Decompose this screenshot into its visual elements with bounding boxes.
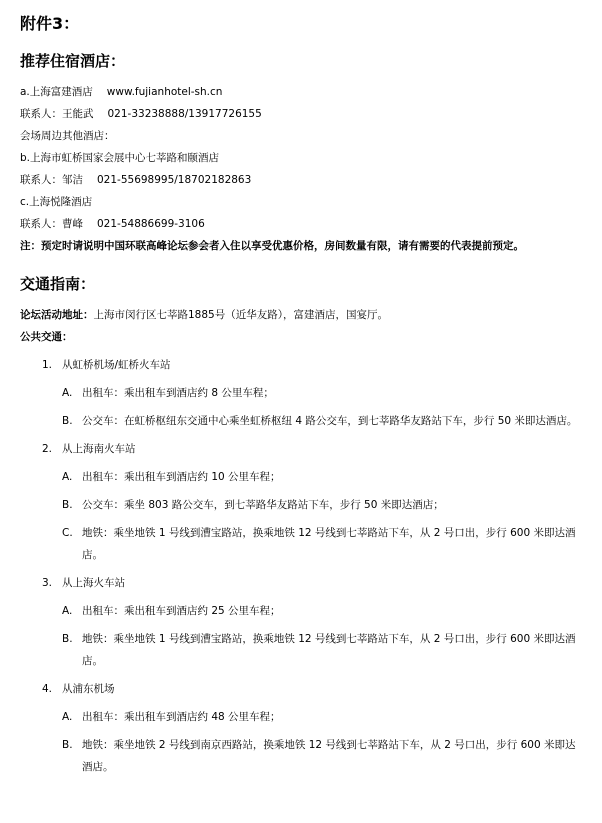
option-letter: B. <box>62 415 73 427</box>
route-option <box>20 382 582 404</box>
route-option <box>20 494 582 516</box>
route-origin: 从虹桥机场/虹桥火车站 <box>62 359 171 371</box>
option-text: 地铁：乘坐地铁 1 号线到漕宝路站，换乘地铁 12 号线到七莘路站下车，从 2 号口出，步行 600 米即达酒店。 <box>82 527 576 561</box>
option-text: 地铁：乘坐地铁 1 号线到漕宝路站，换乘地铁 12 号线到七莘路站下车，从 2 号口出，步行 600 米即达酒店。 <box>82 633 576 667</box>
option-text: 出租车：乘出租车到酒店约 25 公里车程； <box>82 605 281 617</box>
route-option <box>20 734 582 778</box>
option-letter: B. <box>62 739 73 751</box>
contact-phone: 021-55698995/18702182863 <box>97 174 252 186</box>
other-hotels-label: 会场周边其他酒店： <box>20 130 115 142</box>
route-option <box>20 410 582 432</box>
route-option <box>20 600 582 622</box>
route-number: 4. <box>42 683 53 695</box>
hotel-line-c <box>20 191 582 213</box>
transit-route-3 <box>20 572 582 672</box>
contact-line <box>20 169 582 191</box>
option-letter: A. <box>62 711 73 723</box>
public-transit-label: 公共交通： <box>20 331 73 343</box>
transit-route-2 <box>20 438 582 566</box>
option-letter: B. <box>62 633 73 645</box>
venue-address: 上海市闵行区七莘路1885号（近华友路），富建酒店，国宴厅。 <box>93 309 388 321</box>
option-letter: A. <box>62 471 73 483</box>
route-origin: 从浦东机场 <box>62 683 115 695</box>
route-option <box>20 706 582 728</box>
route-number: 1. <box>42 359 53 371</box>
route-option <box>20 466 582 488</box>
contact-name: 联系人：曹峰 <box>20 218 83 230</box>
booking-note: 注：预定时请说明中国环联高峰论坛参会者入住以享受优惠价格，房间数量有限，请有需要的代表提前预定。 <box>20 240 524 252</box>
contact-name: 联系人：王能武 <box>20 108 94 120</box>
transit-route-1 <box>20 354 582 432</box>
route-number: 2. <box>42 443 53 455</box>
route-option <box>20 522 582 566</box>
option-text: 公交车：在虹桥枢纽东交通中心乘坐虹桥枢纽 4 路公交车，到七莘路华友路站下车，步行 50 米即达酒店。 <box>82 415 578 427</box>
hotel-url: www.fujianhotel-sh.cn <box>106 86 223 98</box>
route-number: 3. <box>42 577 53 589</box>
venue-address-line <box>20 304 582 326</box>
transport-heading: 交通指南： <box>20 275 96 293</box>
contact-phone: 021-54886699-3106 <box>97 218 205 230</box>
contact-line <box>20 103 582 125</box>
option-text: 公交车：乘坐 803 路公交车，到七莘路华友路站下车，步行 50 米即达酒店； <box>82 499 444 511</box>
route-origin: 从上海南火车站 <box>62 443 136 455</box>
contact-name: 联系人：邹洁 <box>20 174 83 186</box>
route-origin: 从上海火车站 <box>62 577 125 589</box>
route-option <box>20 628 582 672</box>
hotel-name: a.上海富建酒店 <box>20 86 93 98</box>
option-text: 地铁：乘坐地铁 2 号线到南京西路站，换乘地铁 12 号线到七莘路站下车，从 2 号口出，步行 600 米即达酒店。 <box>82 739 576 773</box>
contact-phone: 021-33238888/13917726155 <box>107 108 262 120</box>
contact-line <box>20 213 582 235</box>
option-letter: A. <box>62 605 73 617</box>
hotels-heading: 推荐住宿酒店： <box>20 52 126 70</box>
hotel-line-a <box>20 81 582 103</box>
hotel-name: c.上海悦隆酒店 <box>20 196 93 208</box>
option-text: 出租车：乘出租车到酒店约 8 公里车程； <box>82 387 274 399</box>
hotel-name: b.上海市虹桥国家会展中心七莘路和颐酒店 <box>20 152 220 164</box>
hotel-line-b <box>20 147 582 169</box>
option-text: 出租车：乘出租车到酒店约 10 公里车程； <box>82 471 281 483</box>
option-letter: C. <box>62 527 73 539</box>
transit-route-4 <box>20 678 582 778</box>
venue-address-label: 论坛活动地址： <box>20 309 94 321</box>
option-letter: A. <box>62 387 73 399</box>
attachment-title: 附件3： <box>20 14 80 33</box>
option-text: 出租车：乘出租车到酒店约 48 公里车程； <box>82 711 281 723</box>
option-letter: B. <box>62 499 73 511</box>
